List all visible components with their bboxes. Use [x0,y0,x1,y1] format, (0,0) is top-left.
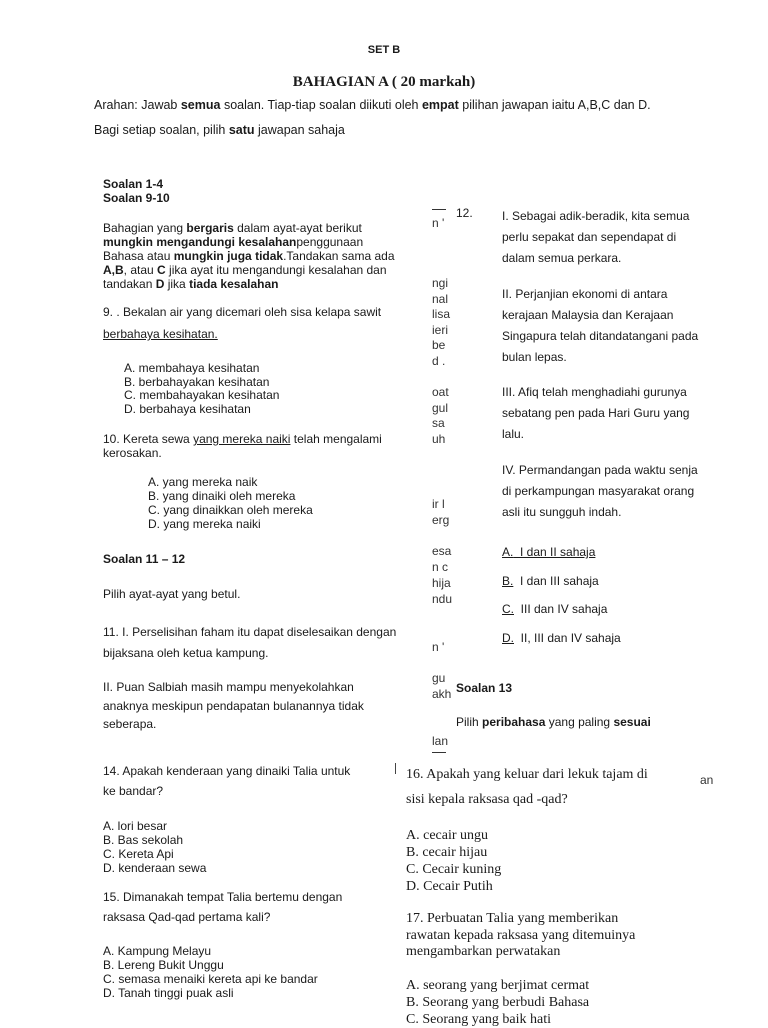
question-10-options [148,475,313,531]
option-d[interactable]: D. II, III dan IV sahaja [502,630,621,645]
question-11: 11. I. Perselisihan faham itu dapat diselesaikan dengan bijaksana oleh ketua kampung. [103,625,397,660]
section-title: BAHAGIAN A ( 20 markah) [292,74,476,90]
fragment-text: ndu [432,592,453,606]
option[interactable]: A. lori besar [103,819,168,833]
fragment-rule [395,763,396,774]
left-column [103,177,423,205]
option[interactable]: B. yang dinaiki oleh mereka [148,489,296,503]
fragment-text: be [432,338,446,352]
question-12-ii: II. Perjanjian ekonomi di antara kerajaan Malaysia dan Kerajaan Singapura telah ditandatangani pada bulan lepas. [502,287,699,364]
fragment-text: sa [432,416,445,430]
fragment-text: gu [432,671,446,685]
fragment-text: an [700,773,714,787]
question-17-options [406,977,589,1028]
option[interactable]: B. cecair hijau [406,845,488,860]
option-b[interactable]: B. I dan III sahaja [502,573,599,588]
question-16-options [406,827,501,895]
fragment-rule [432,752,446,753]
heading-soalan-1-4: Soalan 1-4 [103,177,164,191]
fragment-text: ieri [432,323,449,337]
option[interactable]: D. yang mereka naiki [148,517,261,531]
option[interactable]: D. kenderaan sewa [103,861,207,875]
question-15-options [103,944,318,1000]
instruction-line-1: Arahan: Jawab semua soalan. Tiap-tiap soalan diikuti oleh empat pilihan jawapan iaitu A,B,C dan D. [94,98,651,112]
fragment-text: ngi [432,276,449,290]
option-c[interactable]: C. III dan IV sahaja [502,602,608,616]
option[interactable]: B. Bas sekolah [103,833,184,847]
question-15: 15. Dimanakah tempat Talia bertemu dengan raksasa Qad-qad pertama kali? [103,890,343,924]
fragment-text: n c [432,560,449,574]
option[interactable]: D. Tanah tinggi puak asli [103,986,234,1000]
question-12-iii: III. Afiq telah menghadiahi gurunya sebatang pen pada Hari Guru yang lalu. [502,385,690,441]
fragment-text: esa [432,544,452,558]
question-14-options [103,819,206,875]
choose-proverb-instruction: Pilih peribahasa yang paling sesuai [456,715,651,729]
option[interactable]: C. membahayakan kesihatan [124,388,280,402]
set-label: SET B [367,44,401,56]
option[interactable]: D. berbahaya kesihatan [124,401,251,416]
fragment-text: akh [432,687,452,701]
option[interactable]: C. Kereta Api [103,847,174,861]
option[interactable]: D. Cecair Putih [406,879,493,894]
question-9: 9. . Bekalan air yang dicemari oleh sisa kelapa sawit berbahaya kesihatan. [103,305,382,341]
question-10: 10. Kereta sewa yang mereka naiki telah mengalami kerosakan. [103,432,382,460]
question-12-options [502,538,621,652]
fragment-text: lisa [432,307,451,321]
option[interactable]: A. cecair ungu [406,828,489,843]
heading-soalan-9-10: Soalan 9-10 [103,191,170,205]
question-12-number: 12. [456,206,473,220]
fragment-text: lan [432,734,449,748]
option[interactable]: A. membahaya kesihatan [124,361,260,375]
fragment-text: nal [432,292,449,306]
instruction-line-2: Bagi setiap soalan, pilih satu jawapan sahaja [94,123,345,137]
fragment-text: n ' [432,216,445,230]
fragment-text: ir l [432,497,445,511]
question-17: 17. Perbuatan Talia yang memberikan rawatan kepada raksasa yang ditemuinya mengambarkan perwatakan [406,911,636,959]
question-14: 14. Apakah kenderaan yang dinaiki Talia untuk ke bandar? [103,764,351,798]
fragment-text: hija [432,576,451,590]
option[interactable]: C. Cecair kuning [406,862,502,877]
option[interactable]: A. seorang yang berjimat cermat [406,978,590,993]
option[interactable]: C. yang dinaikkan oleh mereka [148,503,313,517]
question-12-i: I. Sebagai adik-beradik, kita semua perlu sepakat dan sependapat di dalam semua perkara. [502,209,690,265]
instructions-block: Bahagian yang bergaris dalam ayat-ayat berikut mungkin mengandungi kesalahanpenggunaan Bahasa atau mungkin juga tidak.Tandakan sama ada A,B, atau C jika ayat itu mengandungi kesalahan dan tandakan D jika tiada kesalahan [103,221,395,291]
heading-soalan-11-12: Soalan 11 – 12 [103,552,186,566]
fragment-text: oat [432,385,449,399]
fragment-text: uh [432,432,446,446]
option[interactable]: B. Seorang yang berbudi Bahasa [406,995,590,1010]
fragment-text: gul [432,401,449,415]
pick-correct-instruction: Pilih ayat-ayat yang betul. [103,587,241,601]
option[interactable]: C. Seorang yang baik hati [406,1012,552,1027]
option[interactable]: A. yang mereka naik [148,475,258,489]
fragment-rule [432,209,446,210]
heading-soalan-13: Soalan 13 [456,681,513,695]
option[interactable]: C. semasa menaiki kereta api ke bandar [103,972,318,986]
fragment-text: n ' [432,640,445,654]
question-11-ii: II. Puan Salbiah masih mampu menyekolahkan anaknya meskipun pendapatan bulanannya tidak seberapa. [103,680,364,731]
option[interactable]: B. Lereng Bukit Unggu [103,958,224,972]
option[interactable]: A. Kampung Melayu [103,944,212,958]
question-9-options [124,362,279,416]
option-a[interactable]: A. I dan II sahaja [502,545,596,559]
question-16: 16. Apakah yang keluar dari lekuk tajam di sisi kepala raksasa qad -qad? [406,767,648,807]
question-12-iv: IV. Permandangan pada waktu senja di perkampungan masyarakat orang asli itu sungguh indah. [502,463,698,519]
fragment-text: d . [432,354,446,368]
fragment-text: erg [432,513,450,527]
option[interactable]: B. berbahayakan kesihatan [124,374,270,389]
